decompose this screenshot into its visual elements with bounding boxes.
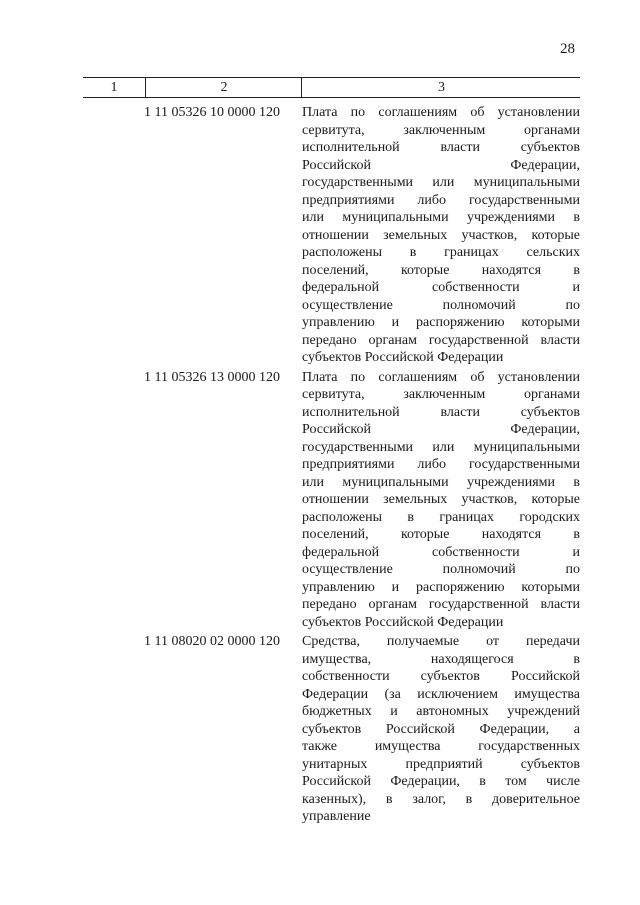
description-line: федеральной собственности и bbox=[302, 544, 580, 560]
description-line: сервитута, заключенным органами bbox=[302, 387, 580, 402]
table-row bbox=[83, 633, 580, 826]
header-col-3: 3 bbox=[301, 78, 581, 97]
description-line: Плата по соглашениям об установлении bbox=[302, 369, 580, 385]
income-description bbox=[302, 633, 580, 826]
description-line: исполнительной власти субъектов bbox=[302, 404, 580, 420]
description-line: Российской Федерации, bbox=[302, 157, 580, 173]
description-line: государственными или муниципальными bbox=[302, 175, 580, 190]
description-line: федеральной собственности и bbox=[302, 280, 580, 295]
description-line: казенных), в залог, в доверительное bbox=[302, 791, 580, 807]
table-row bbox=[83, 104, 580, 367]
page-number: 28 bbox=[560, 41, 575, 57]
header-col-2: 2 bbox=[145, 78, 302, 97]
description-line: осуществление полномочий по bbox=[302, 562, 580, 577]
budget-code: 1 11 05326 13 0000 120 bbox=[144, 369, 280, 385]
description-line: также имущества государственных bbox=[302, 739, 580, 754]
description-line: унитарных предприятий субъектов bbox=[302, 756, 580, 772]
description-line: управлению и распоряжению которыми bbox=[302, 315, 580, 330]
description-line: Федерации (за исключением имущества bbox=[302, 686, 580, 702]
description-line: субъектов Российской Федерации bbox=[302, 350, 504, 365]
header-col-1: 1 bbox=[110, 80, 118, 95]
description-line: поселений, которые находятся в bbox=[302, 262, 580, 278]
description-line: государственными или муниципальными bbox=[302, 439, 580, 455]
description-line: имущества, находящегося в bbox=[302, 651, 580, 667]
description-line: сервитута, заключенным органами bbox=[302, 122, 580, 138]
income-description bbox=[302, 104, 580, 367]
description-line: Российской Федерации, в том числе bbox=[302, 774, 580, 789]
description-line: предприятиями либо государственными bbox=[302, 457, 580, 472]
description-line: управлению и распоряжению которыми bbox=[302, 579, 580, 595]
description-line: передано органам государственной власти bbox=[302, 332, 580, 348]
description-line: отношении земельных участков, которые bbox=[302, 227, 580, 243]
description-line: управление bbox=[302, 809, 371, 824]
budget-code: 1 11 08020 02 0000 120 bbox=[144, 634, 280, 649]
budget-code: 1 11 05326 10 0000 120 bbox=[144, 105, 280, 120]
description-line: передано органам государственной власти bbox=[302, 597, 580, 612]
table-header bbox=[83, 77, 580, 98]
description-line: или муниципальными учреждениями в bbox=[302, 210, 580, 225]
description-line: собственности субъектов Российской bbox=[302, 669, 580, 684]
description-line: бюджетных и автономных учреждений bbox=[302, 704, 580, 719]
description-line: Плата по соглашениям об установлении bbox=[302, 105, 580, 120]
description-line: исполнительной власти субъектов bbox=[302, 140, 580, 155]
income-description bbox=[302, 369, 580, 632]
description-line: отношении земельных участков, которые bbox=[302, 492, 580, 507]
description-line: Российской Федерации, bbox=[302, 422, 580, 437]
description-line: осуществление полномочий по bbox=[302, 297, 580, 313]
table-row bbox=[83, 369, 580, 632]
description-line: поселений, которые находятся в bbox=[302, 527, 580, 542]
description-line: субъектов Российской Федерации, а bbox=[302, 721, 580, 737]
description-line: или муниципальными учреждениями в bbox=[302, 474, 580, 490]
description-line: расположены в границах сельских bbox=[302, 245, 580, 260]
description-line: расположены в границах городских bbox=[302, 509, 580, 525]
table-body bbox=[83, 104, 580, 826]
description-line: субъектов Российской Федерации bbox=[302, 614, 504, 630]
description-line: Средства, получаемые от передачи bbox=[302, 634, 580, 649]
description-line: предприятиями либо государственными bbox=[302, 192, 580, 208]
